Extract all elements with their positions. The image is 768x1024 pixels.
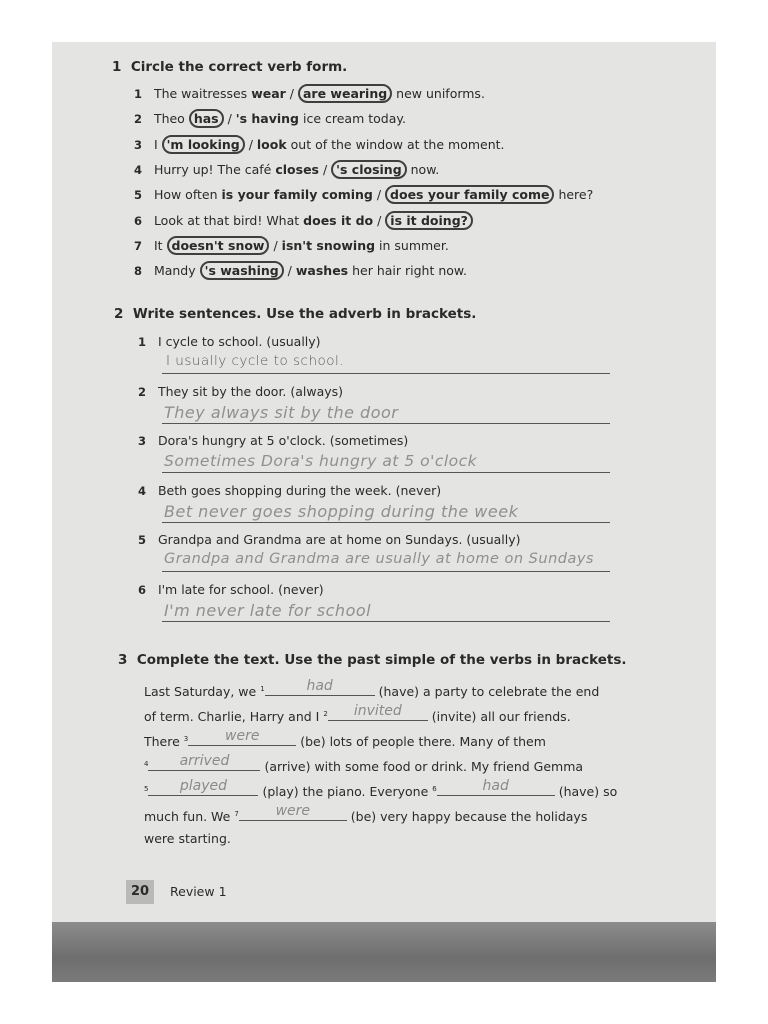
option-separator: / — [372, 187, 386, 203]
text-line-2: of term. Charlie, Harry and I $^2$ invited (invite) all our friends. — [144, 703, 571, 724]
option-1[interactable]: 's washing — [200, 261, 284, 280]
option-1[interactable]: doesn't snow — [167, 236, 270, 255]
option-separator: / — [223, 111, 236, 127]
exercise1-item — [134, 263, 467, 278]
item-number: 6 — [134, 213, 143, 228]
exercise2-prompt — [138, 334, 321, 349]
prompt-text: I'm late for school. (never) — [157, 582, 324, 597]
item-text-before: Look at that bird! What — [153, 212, 304, 228]
blank-7[interactable] — [239, 803, 347, 821]
option-2[interactable]: are wearing — [298, 84, 392, 103]
handwritten-answer[interactable]: Bet never goes shopping during the week — [164, 502, 519, 521]
item-text-after: ice cream today. — [299, 111, 406, 127]
item-number: 1 — [138, 335, 147, 349]
item-text-before: I — [153, 136, 162, 152]
item-number: 2 — [138, 385, 147, 399]
exercise1-item — [134, 86, 485, 101]
exercise1-item — [134, 213, 473, 228]
section1-heading — [112, 59, 347, 75]
section2-number: 2 — [114, 306, 124, 322]
exercise2-prompt — [138, 483, 441, 498]
item-text-before: It — [153, 237, 167, 253]
item-text-after: her hair right now. — [348, 263, 467, 279]
blank-5[interactable] — [148, 778, 258, 796]
text-line-6: much fun. We $^7$ were (be) very happy because the holidays — [144, 803, 588, 824]
option-1[interactable]: does it do — [303, 212, 374, 228]
section1-title: Circle the correct verb form. — [130, 59, 348, 75]
text-line-5: $^5$ played (play) the piano. Everyone $^6$ had (have) so — [144, 778, 618, 799]
answer-7: were — [275, 803, 311, 819]
prompt-text: I cycle to school. (usually) — [157, 334, 321, 349]
item-number: 4 — [138, 484, 147, 498]
answer-4: arrived — [179, 753, 230, 769]
blank-1[interactable] — [265, 678, 375, 696]
option-2[interactable]: washes — [295, 263, 349, 279]
item-text-after: now. — [406, 161, 440, 177]
section3-title: Complete the text. Use the past simple of the verbs in brackets. — [136, 652, 627, 668]
item-number: 5 — [138, 533, 147, 547]
handwritten-answer[interactable]: Sometimes Dora's hungry at 5 o'clock — [164, 452, 478, 470]
answer-line — [162, 522, 610, 523]
answer-line — [162, 423, 610, 424]
exercise1-item — [134, 137, 505, 152]
item-text-after: here? — [554, 187, 594, 203]
handwritten-answer[interactable]: I'm never late for school — [164, 601, 372, 620]
option-1[interactable]: closes — [275, 161, 319, 177]
worksheet-page — [52, 42, 716, 982]
text-line-7: were starting. — [144, 831, 231, 846]
handwritten-answer[interactable]: Grandpa and Grandma are usually at home on Sundays — [164, 551, 594, 567]
page-edge-shadow — [52, 922, 716, 982]
item-text-before: Mandy — [153, 263, 200, 279]
handwritten-answer[interactable]: They always sit by the door — [164, 403, 399, 422]
exercise1-item — [134, 162, 439, 177]
exercise2-prompt — [138, 532, 521, 547]
option-1[interactable]: is your family coming — [221, 187, 373, 203]
section2-heading — [114, 306, 476, 322]
option-2[interactable]: 's having — [235, 111, 299, 127]
text-line-3: There $^3$ were (be) lots of people there. Many of them — [144, 728, 546, 749]
answer-5: played — [179, 778, 228, 794]
item-number: 8 — [134, 264, 143, 279]
prompt-text: They sit by the door. (always) — [157, 384, 344, 399]
exercise1-item — [134, 187, 593, 202]
item-number: 5 — [134, 188, 143, 203]
blank-3[interactable] — [188, 728, 296, 746]
blank-4[interactable] — [148, 753, 260, 771]
item-text-after: out of the window at the moment. — [286, 136, 505, 152]
option-separator: / — [283, 263, 296, 279]
item-number: 3 — [138, 434, 147, 448]
section3-heading — [118, 652, 627, 668]
handwritten-answer[interactable]: I usually cycle to school. — [166, 353, 345, 369]
item-number: 4 — [134, 162, 143, 177]
section1-number: 1 — [112, 59, 122, 75]
exercise2-prompt — [138, 582, 324, 597]
option-separator: / — [285, 86, 298, 101]
exercise1-item — [134, 238, 449, 253]
exercise2-prompt — [138, 433, 408, 448]
answer-3: were — [225, 728, 260, 744]
blank-6[interactable] — [437, 778, 555, 796]
section2-title: Write sentences. Use the adverb in brackets. — [132, 306, 477, 322]
section3-number: 3 — [118, 652, 128, 668]
prompt-text: Dora's hungry at 5 o'clock. (sometimes) — [157, 433, 409, 448]
item-number: 3 — [134, 137, 143, 152]
option-2[interactable]: 's closing — [331, 160, 406, 179]
option-separator: / — [269, 237, 282, 253]
option-1[interactable]: has — [189, 109, 224, 128]
item-text-before: Hurry up! The café — [153, 161, 276, 177]
blank-2[interactable] — [328, 703, 428, 721]
item-text-before: How often — [153, 187, 222, 203]
exercise2-prompt — [138, 384, 343, 399]
answer-line — [162, 472, 610, 473]
item-number: 7 — [134, 238, 143, 253]
option-separator: / — [319, 161, 332, 177]
option-separator: / — [244, 136, 257, 152]
text-line-4: $^4$ arrived (arrive) with some food or drink. My friend Gemma — [144, 753, 584, 774]
page-number: 20 — [126, 880, 154, 904]
option-1[interactable]: 'm looking — [162, 135, 245, 154]
answer-line — [162, 571, 610, 572]
option-2[interactable]: does your family come — [385, 185, 554, 204]
item-text-before: The waitresses — [153, 86, 252, 101]
exercise1-item — [134, 111, 406, 126]
answer-2: invited — [353, 703, 402, 719]
answer-line — [162, 373, 610, 374]
option-2[interactable]: isn't snowing — [281, 237, 376, 253]
item-text-after: new uniforms. — [392, 86, 485, 101]
item-number: 6 — [138, 583, 147, 597]
item-number: 2 — [134, 112, 143, 127]
answer-line — [162, 621, 610, 622]
item-number: 1 — [134, 87, 143, 101]
option-2[interactable]: is it doing? — [385, 211, 473, 230]
prompt-text: Beth goes shopping during the week. (never) — [157, 483, 442, 498]
answer-1: had — [306, 678, 333, 694]
option-2[interactable]: look — [256, 136, 287, 152]
option-separator: / — [373, 212, 386, 228]
prompt-text: Grandpa and Grandma are at home on Sundays. (usually) — [157, 532, 521, 547]
option-1[interactable]: wear — [251, 86, 286, 101]
text-line-1: Last Saturday, we $^1$ had (have) a party to celebrate the end — [144, 678, 600, 699]
answer-6: had — [482, 778, 509, 794]
item-text-before: Theo — [153, 111, 189, 127]
item-text-after: in summer. — [375, 237, 449, 253]
footer-label: Review 1 — [170, 884, 227, 899]
